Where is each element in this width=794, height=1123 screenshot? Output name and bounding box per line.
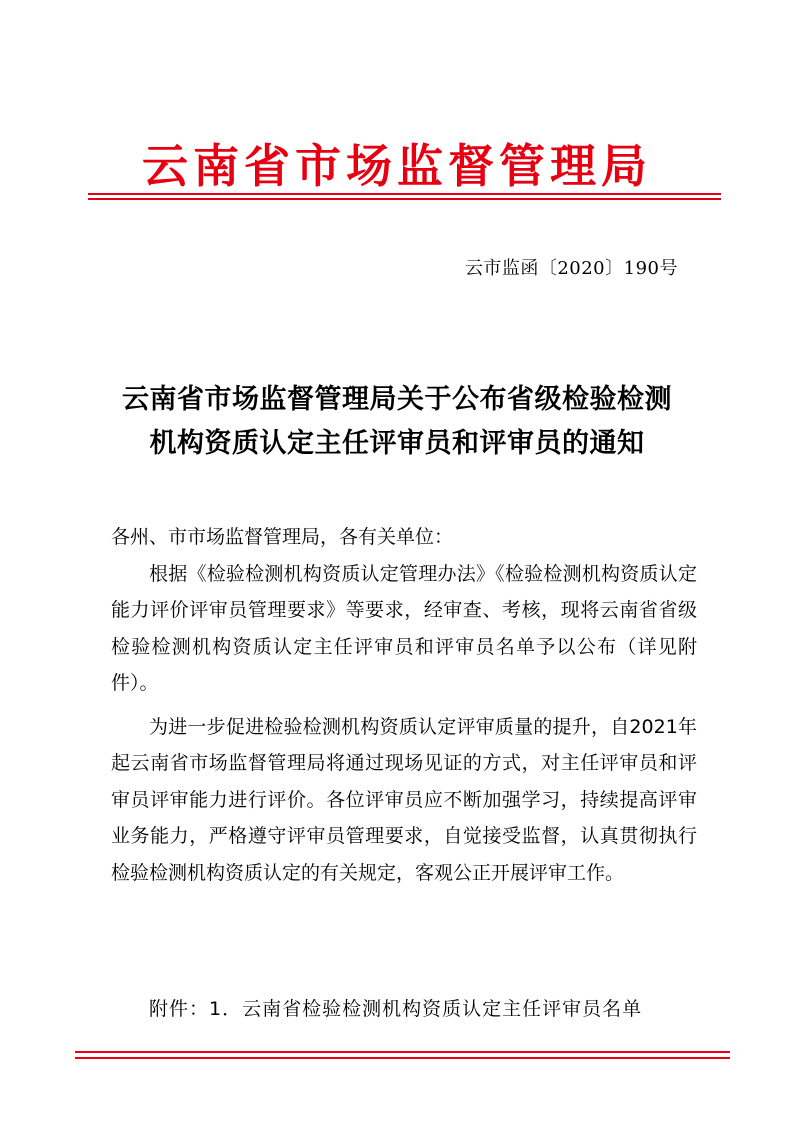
body-paragraph-1: 根据《检验检测机构资质认定管理办法》《检验检测机构资质认定能力评价评审员管理要求》等要求，经审查、考核，现将云南省省级检验检测机构资质认定主任评审员和评审员名单予以公布（详见附件）。 xyxy=(111,562,697,694)
attachment-line: 附件：1．云南省检验检测机构资质认定主任评审员名单 xyxy=(149,998,643,1020)
red-divider-top-secondary xyxy=(88,198,721,200)
notice-body xyxy=(111,519,697,891)
red-divider-top xyxy=(88,193,721,195)
title-line-2: 机构资质认定主任评审员和评审员的通知 xyxy=(149,428,645,459)
red-divider-bottom-secondary xyxy=(75,1057,730,1059)
body-paragraph-2: 为进一步促进检验检测机构资质认定评审质量的提升，自2021年起云南省市场监督管理局将通过现场见证的方式，对主任评审员和评审员评审能力进行评价。各位评审员应不断加强学习，持续提高评审业务能力，严格遵守评审员管理要求，自觉接受监督，认真贯彻执行检验检测机构资质认定的有关规定，客观公正开展评审工作。 xyxy=(111,715,697,884)
addressee-line: 各州、市市场监督管理局，各有关单位： xyxy=(111,526,454,548)
red-divider-bottom xyxy=(75,1051,730,1053)
agency-masthead: 云南省市场监督管理局 xyxy=(142,139,652,193)
document-number: 云市监函〔2020〕190号 xyxy=(464,258,678,279)
notice-title xyxy=(70,378,724,466)
title-line-1: 云南省市场监督管理局关于公布省级检验检测 xyxy=(122,384,672,415)
